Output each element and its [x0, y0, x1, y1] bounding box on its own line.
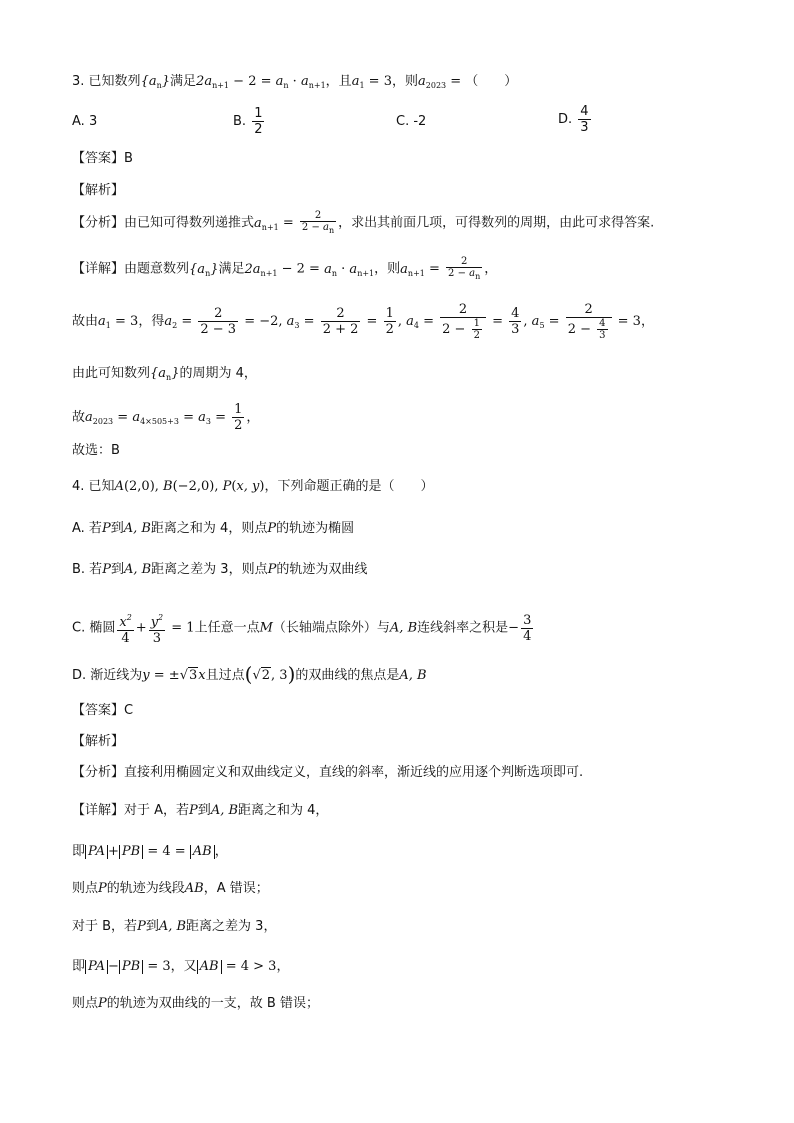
q3-option-b: B. $\frac{1}{2}$	[233, 106, 263, 137]
q3-analysis-tag: 【解析】	[72, 183, 125, 198]
q4-analysis-tag: 【解析】	[72, 734, 125, 749]
q3-period: 由此可知数列$\{a_n\}$的周期为 4，	[72, 366, 257, 382]
q3-option-d: D. $\frac{4}{3}$	[558, 104, 589, 135]
q4-xiangjie-line5: 即 PA − PB = 3，又 AB = 4 > 3，	[72, 959, 290, 974]
q4-xiangjie-line6: 则点P的轨迹为双曲线的一支，故 B 错误；	[72, 996, 319, 1011]
q3-fenxi: 【分析】由已知可得数列递推式$a_{n+1}$ = $\frac{2}{2 - a_n}$ ，求出其前面几项，可得数列的周期，由此可求得答案.	[72, 210, 655, 235]
q4-xiangjie-line3: 则点P的轨迹为线段AB，A 错误；	[72, 881, 269, 896]
q4-answer: 【答案】C	[72, 703, 134, 718]
q3-stem: 3. 已知数列$\{a_n\}$满足$2a_{n+1} - 2 = a_n \cdot a_{n+1}$，且$a_1 = 3$，则$a_{2023}$ = （ ）	[72, 74, 518, 90]
q3-option-c: C. -2	[396, 114, 427, 129]
q4-option-d: D. 渐近线为y = ±√3x且过点(√2, 3)的双曲线的焦点是A, B	[72, 662, 427, 686]
q3-choice: 故选：B	[72, 443, 120, 458]
q3-xiangjie-line2: 故由$a_1 = 3$，得$a_2$ = $\frac{2}{2 - 3}$ = −2, $a_3$ = $\frac{2}{2 + 2}$ = $\frac{1}{2}$ , $a_4$ = 2 2 − $\frac{1}{2}$ = $\frac{4}{3}$ , $a_5$ = 2 2 − $\frac{4}{3}$ = 3，	[72, 302, 654, 341]
q4-xiangjie-line2: 即 PA + PB = 4 = AB ，	[72, 844, 228, 859]
q3-answer: 【答案】B	[72, 151, 133, 166]
q4-fenxi: 【分析】直接利用椭圆定义和双曲线定义，直线的斜率，渐近线的应用逐个判断选项即可.	[72, 765, 584, 780]
q3-xiangjie-line1: 【详解】由题意数列$\{a_n\}$满足$2a_{n+1} - 2 = a_n \cdot a_{n+1}$，则$a_{n+1}$ = $\frac{2}{2 - a_n}$ ，	[72, 256, 498, 281]
q3-result: 故$a_{2023} = a_{4\times 505+3} = a_3$ = $\frac{1}{2}$ ，	[72, 402, 260, 433]
q3-option-a: A. 3	[72, 114, 98, 129]
q4-option-a: A. 若P到A, B距离之和为 4，则点P的轨迹为椭圆	[72, 521, 355, 536]
q4-xiangjie-line4: 对于 B，若P到A, B距离之差为 3，	[72, 919, 277, 934]
q4-stem: 4. 已知A(2,0), B(−2,0), P(x, y)，下列命题正确的是（ ）	[72, 479, 434, 494]
q4-xiangjie-line1: 【详解】对于 A，若P到A, B距离之和为 4，	[72, 803, 329, 818]
q4-option-c: C. 椭圆 $\frac{x^2}{4}$ + $\frac{y^2}{3}$ = 1上任意一点M（长轴端点除外）与A, B连线斜率之积是− $\frac{3}{4}$	[72, 610, 754, 646]
q4-option-b: B. 若P到A, B距离之差为 3，则点P的轨迹为双曲线	[72, 562, 368, 577]
